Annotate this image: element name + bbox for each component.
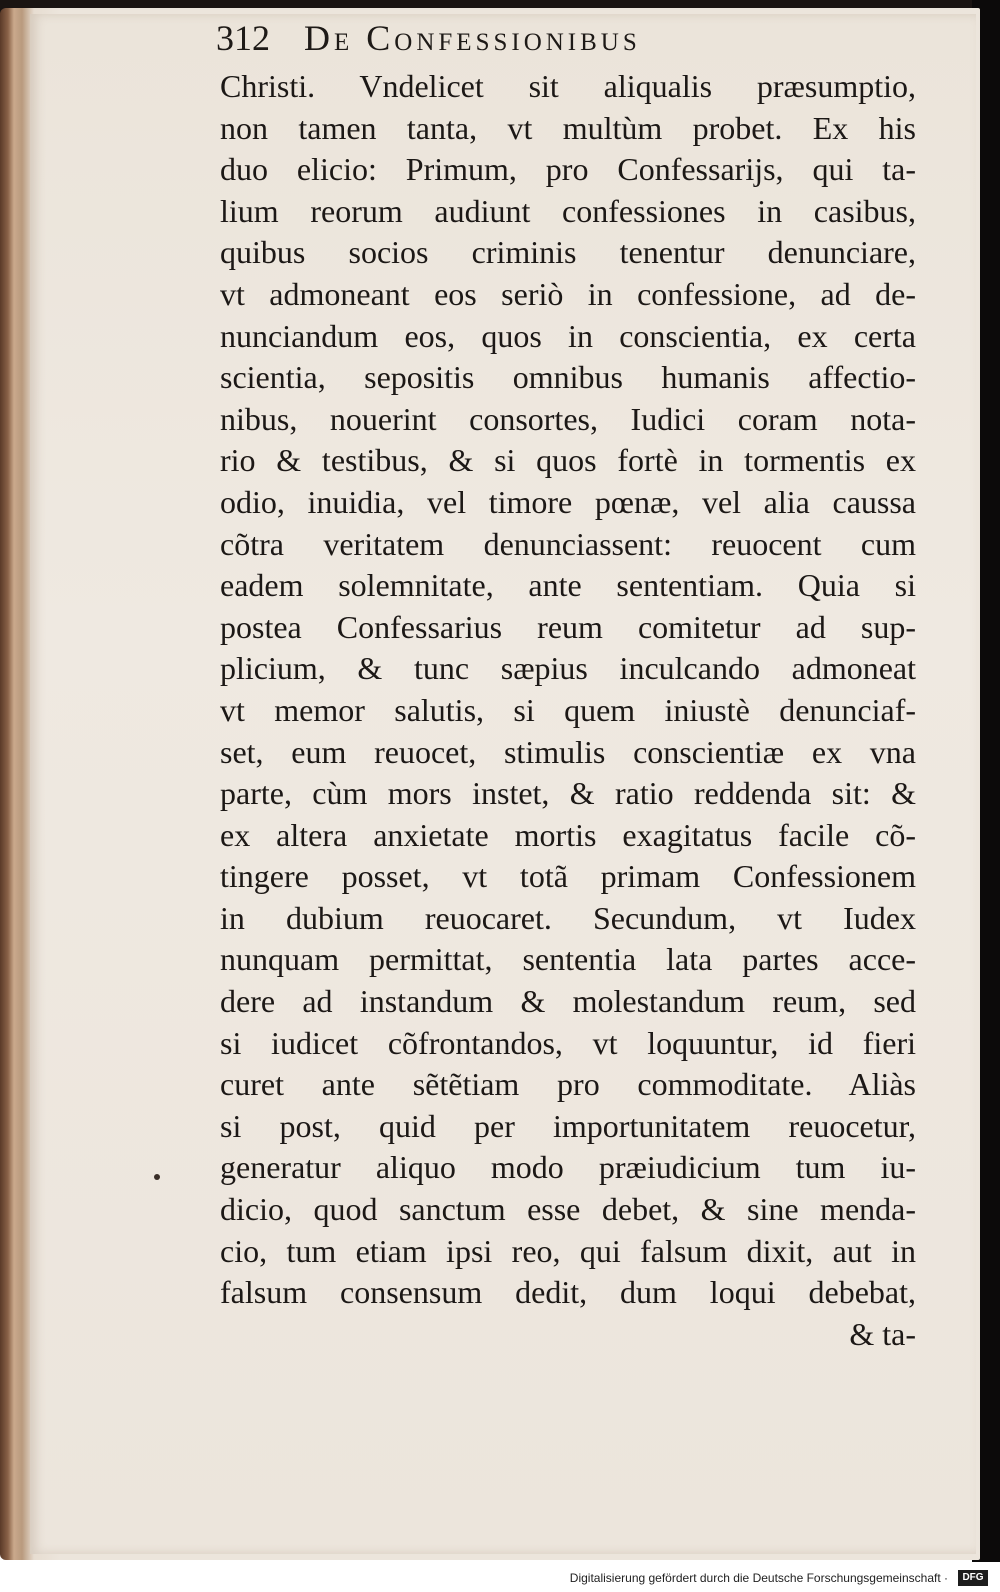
text-line: vt memor salutis, si quem iniustè denunciaf-: [220, 691, 916, 728]
text-line: tingere posset, vt totã primam Confessionem: [220, 858, 916, 895]
text-line: curet ante sẽtẽtiam pro commoditate. Aliàs: [220, 1066, 916, 1103]
text-line: parte, cùm mors instet, & ratio reddenda sit: &: [220, 775, 916, 812]
text-line: nunquam permittat, sententia lata partes acce-: [220, 941, 916, 978]
text-line: ex altera anxietate mortis exagitatus facile cõ-: [220, 816, 916, 853]
text-line: non tamen tanta, vt multùm probet. Ex his: [220, 109, 916, 146]
text-line: set, eum reuocet, stimulis conscientiæ ex vna: [220, 733, 916, 770]
text-line: postea Confessarius reum comitetur ad sup-: [220, 608, 916, 645]
ink-smudge: [154, 1174, 160, 1180]
text-line: cõtra veritatem denunciassent: reuocent cum: [220, 525, 916, 562]
text-line: lium reorum audiunt confessiones in casibus,: [220, 192, 916, 229]
text-line: generatur aliquo modo præiudicium tum iu-: [220, 1149, 916, 1186]
text-line: cio, tum etiam ipsi reo, qui falsum dixit, aut in: [220, 1232, 916, 1269]
text-line: vt admoneant eos seriò in confessione, ad de-: [220, 275, 916, 312]
text-line: dicio, quod sanctum esse debet, & sine menda-: [220, 1191, 916, 1228]
text-line: in dubium reuocaret. Secundum, vt Iudex: [220, 899, 916, 936]
footer-bar: [0, 1562, 1000, 1592]
text-line: dere ad instandum & molestandum reum, sed: [220, 983, 916, 1020]
text-line: si iudicet cõfrontandos, vt loquuntur, id fieri: [220, 1024, 916, 1061]
page-number: 312: [216, 18, 270, 58]
dfg-logo-icon: DFG: [958, 1570, 988, 1586]
text-line: falsum consensum dedit, dum loqui debebat,: [220, 1274, 916, 1311]
text-line: odio, inuidia, vel timore pœnæ, vel alia caussa: [220, 483, 916, 520]
text-line: rio & testibus, & si quos fortè in tormentis ex: [220, 442, 916, 479]
text-line: nunciandum eos, quos in conscientia, ex certa: [220, 317, 916, 354]
catchword: & ta-: [849, 1315, 916, 1352]
body-text: [220, 66, 916, 1355]
text-line: plicium, & tunc sæpius inculcando admoneat: [220, 650, 916, 687]
text-line: si post, quid per importunitatem reuocetur,: [220, 1107, 916, 1144]
text-line: quibus socios criminis tenentur denunciare,: [220, 234, 916, 271]
text-line: eadem solemnitate, ante sententiam. Quia si: [220, 567, 916, 604]
text-line: nibus, nouerint consortes, Iudici coram nota-: [220, 400, 916, 437]
footer-credit: Digitalisierung gefördert durch die Deutsche Forschungsgemeinschaft ·: [569, 1571, 948, 1585]
text-line: scientia, sepositis omnibus humanis affectio-: [220, 359, 916, 396]
running-head: De Confessionibus: [304, 18, 641, 58]
text-line: duo elicio: Primum, pro Confessarijs, qui ta-: [220, 151, 916, 188]
text-line: Christi. Vndelicet sit aliqualis præsumptio,: [220, 68, 916, 104]
page-header: [216, 16, 836, 60]
